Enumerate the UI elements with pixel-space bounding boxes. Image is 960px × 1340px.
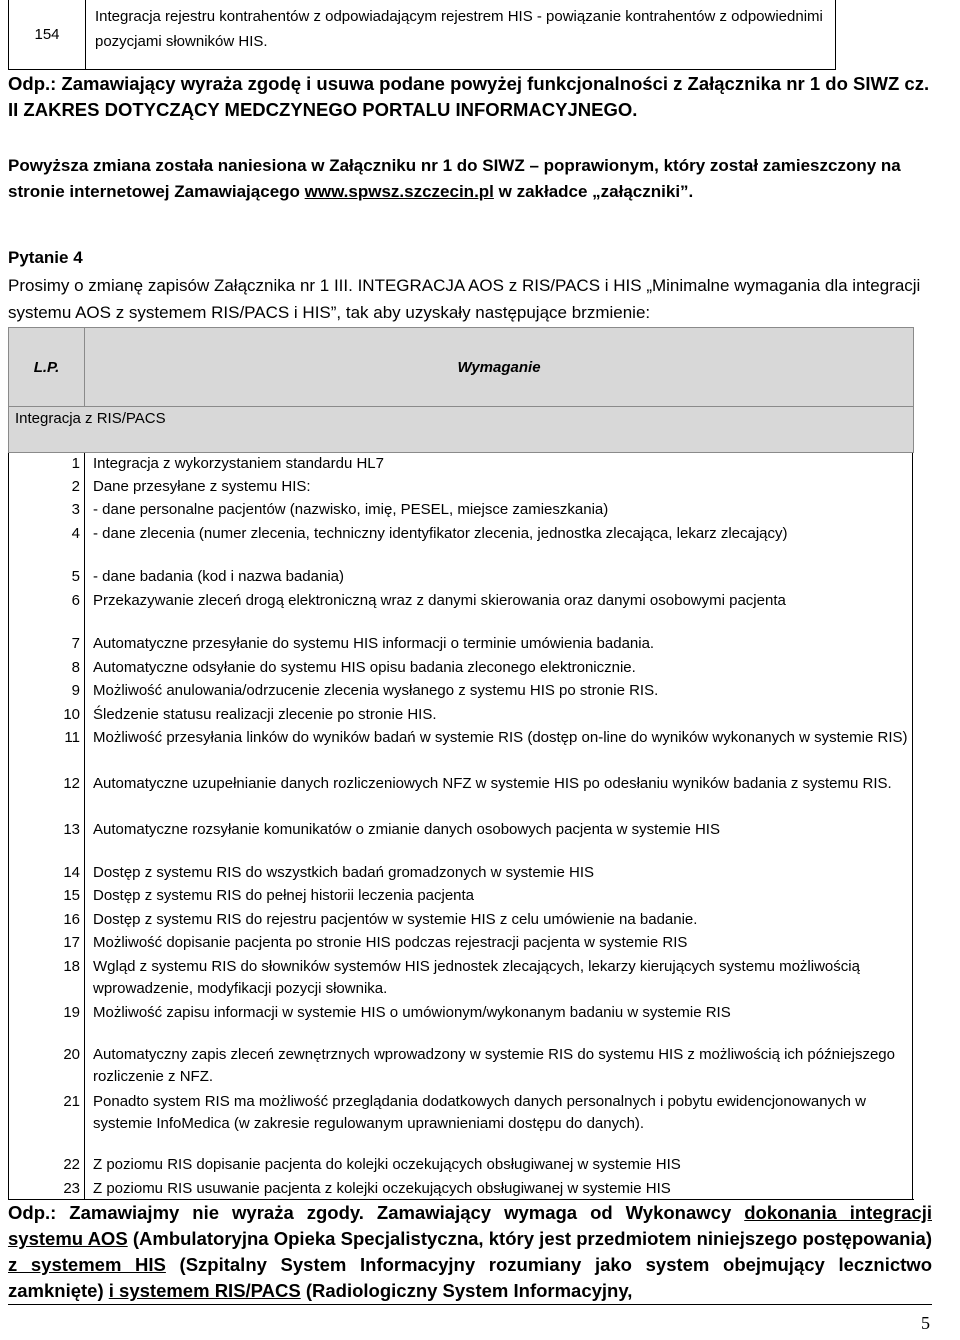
question-text: Prosimy o zmianę zapisów Załącznika nr 1 III. INTEGRACJA AOS z RIS/PACS i HIS „Minimalne wymagania dla integracji systemu AOS z systemem RIS/PACS i HIS”, tak aby uzyskały następujące brzmienie: bbox=[8, 276, 921, 322]
requirements-table: L.P. Wymaganie Integracja z RIS/PACS 1 Integracja z wykorzystaniem standardu HL7 2 Dane przesyłane z systemu HIS: 3 - dane personalne pacjentów (nazwisko, imię, PESEL, miejsce zamieszkania) 4 - dane zlecenia (numer zlecenia, techniczny identyfikator zlecenia, jednostka zlecająca, lekarz zlecający) 5 - dane badania (kod i nazwa badania) 6 Przekazywanie zleceń drogą elektroniczną wraz z danymi skierowania oraz danymi osobowymi pacjenta 7 Automatyczne przesyłanie do systemu HIS informacji o terminie umówienia badania. 8 Automatyczne odsyłanie do systemu HIS opisu badania zleconego elektronicznie. 9 Możliwość anulowania/odrzucenie zlecenia wysłanego z systemu HIS po stronie RIS. 10 Śledzenie statusu realizacji zlecenie po stronie HIS. 11 Możliwość przesyłania linków do wyników badań w systemie RIS (dostęp on-line do wyników wykonanych w systemie RIS) 12 Automatyczne uzupełnianie danych rozliczeniowych NFZ w systemie HIS po odesłaniu wyników badania z systemu RIS. 13 Automatyczne rozsyłanie komunikatów o zmianie danych osobowych pacjenta w systemie HIS 14 Dostęp z systemu RIS do wszystkich badań gromadzonych w systemie HIS 15 Dostęp z systemu RIS do pełnej historii leczenia pacjenta 16 Dostęp z systemu RIS do rejestru pacjentów w systemie HIS z celu umówienie na badanie. 17 Możliwość dopisanie pacjenta po stronie HIS podczas rejestracji pacjenta w systemie RIS 18 Wgląd z systemu RIS do słowników systemów HIS jednostek zlecających, lekarzy kierujących systemu możliwością wprowadzenie, modyfikacji pozycji słownika. 19 Możliwość zapisu informacji w systemie HIS o umówionym/wykonanym badaniu w systemie RIS 20 Automatyczny zapis zleceń zewnętrznych wprowadzony w systemie RIS do systemu HIS z możliwością ich późniejszego rozliczenie z NFZ. 21 Ponadto system RIS ma możliwość przeglądania dodatkowych danych personalnych i pobytu ewidencjonowanych w systemie InfoMedica (w zakresie regulowanym uprawnieniami dostępu do danych). 22 Z poziomu RIS dopisanie pacjenta do kolejki oczekujących obsługiwanej w systemie HIS 23 Z poziomu RIS usuwanie pacjenta z kolejki oczekujących obsługiwanej w systemie HIS bbox=[8, 327, 914, 1200]
change-note-text: Powyższa zmiana została naniesiona w Załączniku nr 1 do SIWZ – poprawionym, który został zamieszczony na stronie internetowej Zamawiającego bbox=[8, 156, 901, 201]
column-lp-header: L.P. bbox=[9, 328, 85, 407]
top-table-row bbox=[8, 0, 836, 70]
row-number: 154 bbox=[9, 0, 86, 69]
row-text: Integracja rejestru kontrahentów z odpowiadającym rejestrem HIS - powiązanie kontrahentów z odpowiednimi pozycjami słowników HIS. bbox=[95, 8, 823, 50]
website-link[interactable]: www.spwsz.szczecin.pl bbox=[304, 182, 494, 201]
change-note-text-after: w zakładce „załączniki”. bbox=[493, 182, 694, 201]
underlined-phrase: i systemem RIS/PACS bbox=[108, 1280, 301, 1301]
underlined-phrase: z systemem HIS bbox=[8, 1254, 166, 1275]
answer-1 bbox=[8, 71, 938, 123]
page-number: 5 bbox=[921, 1313, 930, 1333]
answer-1-lead: Odp.: bbox=[8, 73, 57, 94]
underlined-phrase: dokonania integracji systemu AOS bbox=[8, 1202, 932, 1249]
answer-1-text: Zamawiający wyraża zgodę i usuwa podane powyżej funkcjonalności z Załącznika nr 1 do SIWZ cz. II ZAKRES DOTYCZĄCY MEDCZYNEGO PORTALU INFORMACYJNEGO. bbox=[8, 73, 930, 120]
change-note bbox=[8, 153, 908, 205]
column-requirement-header: Wymaganie bbox=[85, 328, 913, 407]
table-header bbox=[8, 327, 914, 453]
answer-2: Odp.: Zamawiajmy nie wyraża zgody. Zamawiający wymaga od Wykonawcy dokonania integracji systemu AOS (Ambulatoryjna Opieka Specjalistyczna, który jest przedmiotem niniejszego postępowania) z systemem HIS (Szpitalny System Informacyjny rozumiany jako system obejmujący lecznictwo zamknięte) i systemem RIS/PACS (Radiologiczny System Informacyjny, bbox=[8, 1202, 933, 1301]
question-title: Pytanie 4 bbox=[8, 248, 83, 267]
section-header: Integracja z RIS/PACS bbox=[15, 410, 166, 427]
footer-divider bbox=[8, 1304, 932, 1305]
